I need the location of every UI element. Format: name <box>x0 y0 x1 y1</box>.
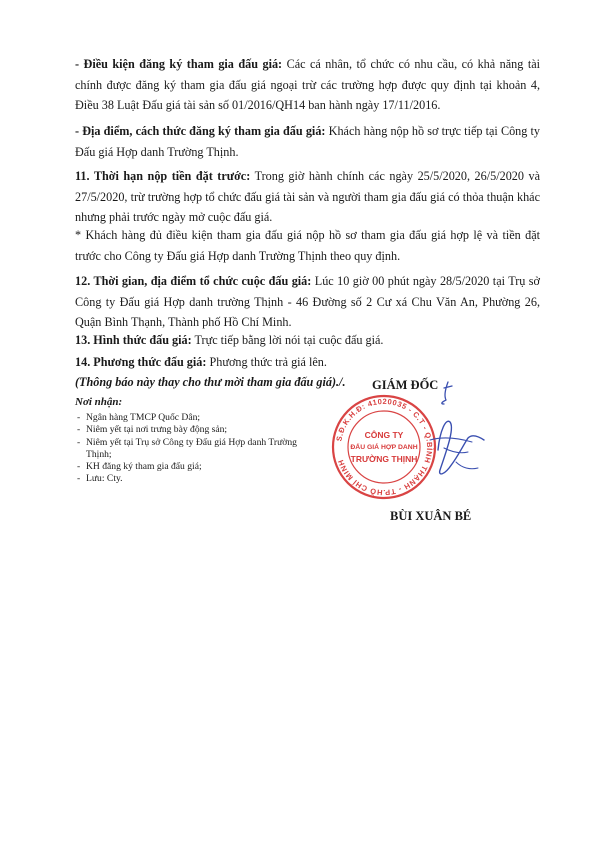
paragraph-registration-location <box>75 121 540 162</box>
paragraph-text: Khách hàng nộp hồ sơ trực tiếp tại Công ty Đấu giá Hợp danh Trường Thịnh. <box>75 124 541 159</box>
paragraph-auction-method <box>75 352 540 373</box>
paragraph-text: Lúc 10 giờ 00 phút ngày 28/5/2020 tại Trụ sở Công ty Đấu giá Hợp danh trường Thịnh - 46 Đường số 2 Cư xá Chu Văn An, Phường 26, Quận Bình Thạnh, Thành phố Hồ Chí Minh. <box>75 274 540 329</box>
paragraph-registration-conditions <box>75 54 540 116</box>
paragraph-auction-form <box>75 330 540 351</box>
list-item: - Ngân hàng TMCP Quốc Dân; <box>75 412 300 424</box>
recipients-title: Nơi nhận: <box>75 396 123 408</box>
list-item: - Niêm yết tại Trụ sở Công ty Đấu giá Hợp danh Trường Thịnh; <box>75 437 300 462</box>
paragraph-label: - Điều kiện đăng ký tham gia đấu giá: <box>75 57 283 71</box>
paragraph-label: 13. Hình thức đấu giá: <box>75 333 192 347</box>
paragraph-label: - Địa điểm, cách thức đăng ký tham gia đấu giá: <box>75 124 326 138</box>
paragraph-auction-time-place <box>75 271 540 333</box>
seal-line: ĐẤU GIÁ HỢP DANH <box>350 444 418 451</box>
paragraph-text: Các cá nhân, tổ chức có nhu cầu, có khả năng tài chính được đăng ký tham gia đấu giá ngoại trừ các trường hợp được quy định tại khoản 4, Điều 38 Luật Đấu giá tài sản số 01/2016/QH14 ban hành ngày 17/11/2016. <box>75 57 541 112</box>
list-item: - Niêm yết tại nơi trưng bày động sản; <box>75 424 300 436</box>
paragraph-text: Trực tiếp bằng lời nói tại cuộc đấu giá. <box>191 333 384 347</box>
paragraph-label: 12. Thời gian, địa điểm tổ chức cuộc đấu giá: <box>75 274 312 288</box>
signer-role: GIÁM ĐỐC <box>372 378 439 392</box>
paragraph-label: 11. Thời hạn nộp tiền đặt trước: <box>75 169 251 183</box>
signer-name: BÙI XUÂN BÉ <box>390 509 472 523</box>
paragraph-text: Trong giờ hành chính các ngày 25/5/2020, 26/5/2020 và 27/5/2020, trừ trường hợp tổ chức đấu giá tài sản và người tham gia đấu giá có thỏa thuận khác nhưng phải trước ngày mở cuộc đấu giá. <box>75 169 540 224</box>
seal-ring-text: S.Đ.K.H.Đ: 41020035 - C.T - Q.BÌNH THẠNH - TP.HỒ CHÍ MINH <box>334 396 435 498</box>
paragraph-text: Phương thức trả giá lên. <box>206 355 327 369</box>
closing-note: (Thông báo này thay cho thư mời tham gia đấu giá)./. <box>75 375 346 389</box>
paragraph-deposit-deadline <box>75 166 540 228</box>
paragraph-eligibility-note <box>75 225 540 266</box>
paragraph-text: * Khách hàng đủ điều kiện tham gia đấu giá nộp hồ sơ tham gia đấu giá hợp lệ và tiền đặt trước cho Công ty Đấu giá Hợp danh Trường Thịnh theo quy định. <box>75 228 540 263</box>
seal-line: TRƯỜNG THỊNH <box>350 454 418 464</box>
seal-line: CÔNG TY <box>364 430 404 440</box>
list-item: - KH đăng ký tham gia đấu giá; <box>75 461 300 473</box>
recipients-list <box>75 412 300 486</box>
list-item: - Lưu: Cty. <box>75 473 300 485</box>
paragraph-label: 14. Phương thức đấu giá: <box>75 355 207 369</box>
handwritten-signature <box>360 378 490 498</box>
